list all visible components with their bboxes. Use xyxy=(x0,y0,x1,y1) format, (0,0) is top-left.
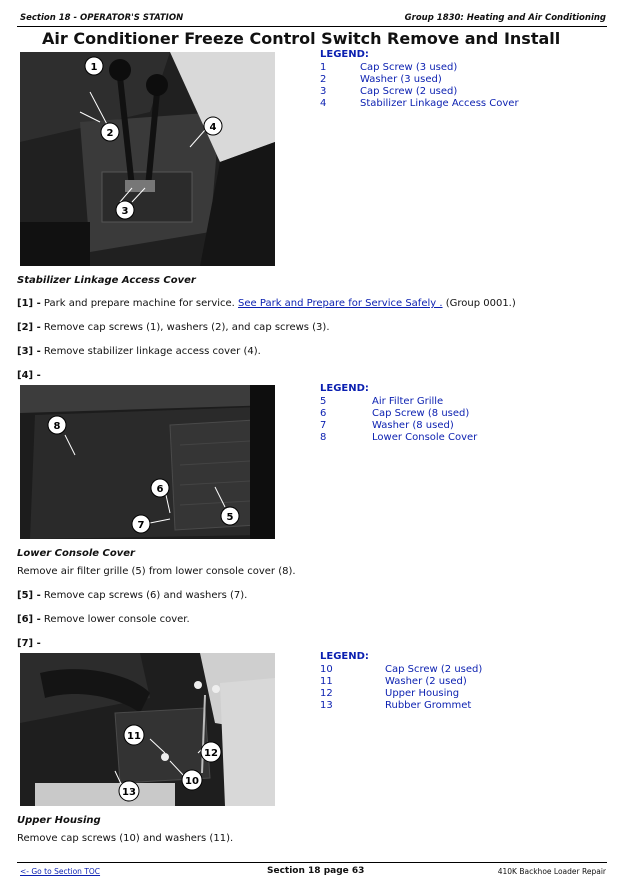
svg-text:11: 11 xyxy=(127,731,141,742)
footer-rule xyxy=(17,862,607,863)
section-heading-upper-housing: Upper Housing xyxy=(17,815,101,826)
svg-text:13: 13 xyxy=(122,787,136,798)
legend-2: LEGEND: 5 Air Filter Grille 6 Cap Screw (8 used) 7 Washer (8 used) 8 Lower Console Cover xyxy=(320,383,600,453)
figure-1-photo xyxy=(20,52,275,266)
park-prepare-link[interactable]: See Park and Prepare for Service Safely . xyxy=(238,298,443,309)
step-4: [4] - xyxy=(17,370,41,381)
section-toc-link[interactable]: <- Go to Section TOC xyxy=(20,867,101,876)
step-5: [5] - Remove cap screws (6) and washers (7). xyxy=(17,590,248,601)
legend-2-title: LEGEND: xyxy=(320,383,369,394)
figure-3-callout-11 xyxy=(124,725,144,745)
figure-1-callout-2 xyxy=(101,123,119,141)
legend-3-title: LEGEND: xyxy=(320,651,369,662)
header-section: Section 18 - OPERATOR'S STATION xyxy=(20,13,184,23)
step-6: [6] - Remove lower console cover. xyxy=(17,614,190,625)
figure-1-callout-1 xyxy=(85,57,103,75)
footer-doc-title: 410K Backhoe Loader Repair xyxy=(497,867,606,876)
svg-text:3: 3 xyxy=(121,206,129,217)
svg-text:6: 6 xyxy=(156,484,164,495)
figure-3-callout-12 xyxy=(201,742,221,762)
figure-3-photo xyxy=(20,653,275,806)
legend-3: LEGEND: 10 Cap Screw (2 used) 11 Washer (2 used) 12 Upper Housing 13 Rubber Grommet xyxy=(320,651,600,721)
step-3: [3] - Remove stabilizer linkage access cover (4). xyxy=(17,346,261,357)
section-heading-lower-console: Lower Console Cover xyxy=(17,548,135,559)
figure-1-callout-3 xyxy=(116,201,134,219)
figure-2-callout-7 xyxy=(132,515,150,533)
page-title: Air Conditioner Freeze Control Switch Remove and Install xyxy=(42,29,561,48)
svg-text:5: 5 xyxy=(226,512,234,523)
figure-2-photo xyxy=(20,385,275,539)
header-group: Group 1830: Heating and Air Conditioning xyxy=(404,13,606,23)
svg-text:1: 1 xyxy=(90,62,98,73)
svg-text:8: 8 xyxy=(53,421,61,432)
section-heading-stabilizer: Stabilizer Linkage Access Cover xyxy=(17,275,196,286)
figure-2-callout-8 xyxy=(48,416,66,434)
step-1: [1] - Park and prepare machine for service. See Park and Prepare for Service Safely . (Group 0001.) xyxy=(17,298,516,309)
figure-1-callout-4 xyxy=(204,117,222,135)
svg-text:12: 12 xyxy=(204,748,218,759)
upper-housing-intro: Remove cap screws (10) and washers (11). xyxy=(17,833,234,844)
footer-page-number: Section 18 page 63 xyxy=(267,866,365,876)
svg-text:10: 10 xyxy=(185,776,199,787)
legend-1-title: LEGEND: xyxy=(320,49,369,60)
header-rule xyxy=(17,26,607,27)
figure-2-callout-6 xyxy=(151,479,169,497)
legend-1: LEGEND: 1 Cap Screw (3 used) 2 Washer (3 used) 3 Cap Screw (2 used) 4 Stabilizer Linkage Access Cover xyxy=(320,49,600,119)
svg-text:4: 4 xyxy=(209,122,217,133)
step-2: [2] - Remove cap screws (1), washers (2), and cap screws (3). xyxy=(17,322,330,333)
figure-3-callout-10 xyxy=(182,770,202,790)
figure-3-callout-13 xyxy=(119,781,139,801)
lower-console-intro: Remove air filter grille (5) from lower console cover (8). xyxy=(17,566,296,577)
svg-text:2: 2 xyxy=(106,128,114,139)
step-7: [7] - xyxy=(17,638,41,649)
svg-text:7: 7 xyxy=(137,520,145,531)
figure-2-callout-5 xyxy=(221,507,239,525)
